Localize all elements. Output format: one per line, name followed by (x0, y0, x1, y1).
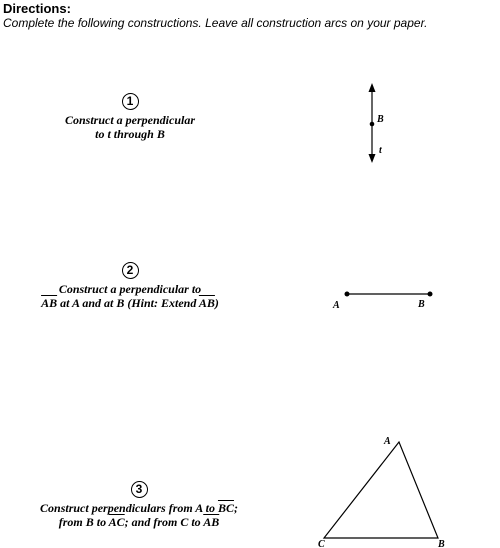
problem-3-line-2-text: from B to (58, 515, 109, 529)
vertex-a-label: A (384, 436, 391, 447)
problem-2-line-1: Construct a perpendicular to (58, 282, 202, 296)
problem-2-line-2-end: ) (214, 296, 219, 310)
problem-1-line-1: Construct a perpendicular (64, 113, 196, 127)
directions-title: Directions: (3, 1, 71, 16)
directions-instructions: Complete the following constructions. Leave all construction arcs on your paper. (3, 16, 428, 30)
problem-3-text (9, 481, 269, 529)
problem-3-line-2 (9, 515, 269, 529)
point-a-label: A (333, 300, 340, 311)
directions-header (3, 1, 427, 30)
point-b-2 (428, 292, 433, 297)
segment-ac-label: $\overline{AC}$ (108, 515, 125, 529)
triangle-abc (324, 442, 438, 538)
segment-bc-label: $\overline{BC}$ (217, 501, 234, 515)
problem-3-number: 3 (131, 481, 148, 498)
point-b (370, 122, 375, 127)
problem-1-text (0, 93, 260, 141)
segment-ab-label: $\overline{AB}$ (41, 296, 58, 310)
problem-1-line-2: to t through B (95, 127, 165, 141)
segment-ab-label-3: $\overline{AB}$ (203, 515, 220, 529)
line-t-label: t (379, 145, 382, 156)
problem-3-line-1 (9, 501, 269, 515)
vertex-b-label: B (438, 539, 445, 548)
vertex-c-label: C (318, 539, 325, 548)
figure-3-triangle (314, 434, 454, 548)
problem-1-number: 1 (122, 93, 139, 110)
line-t-arrowhead-top (369, 83, 376, 92)
point-a (345, 292, 350, 297)
problem-3-line-2-middle: ; and from C to (124, 515, 204, 529)
problem-3-line-1-end: ; (233, 501, 238, 515)
problem-2-text (0, 262, 260, 310)
problem-2-line-2 (0, 296, 260, 310)
problem-2-line-2-middle: at A and at B (Hint: Extend (57, 296, 199, 310)
problem-2-number: 2 (122, 262, 139, 279)
problem-3-line-1-text: Construct perpendiculars from A to (40, 501, 218, 515)
point-b-label: B (377, 114, 384, 125)
segment-ab-label-2: $\overline{AB}$ (198, 296, 215, 310)
line-t-arrowhead-bottom (369, 154, 376, 163)
figure-1-line-t (355, 80, 395, 170)
point-b-2-label: B (418, 299, 425, 310)
figure-2-segment-ab (330, 284, 440, 314)
